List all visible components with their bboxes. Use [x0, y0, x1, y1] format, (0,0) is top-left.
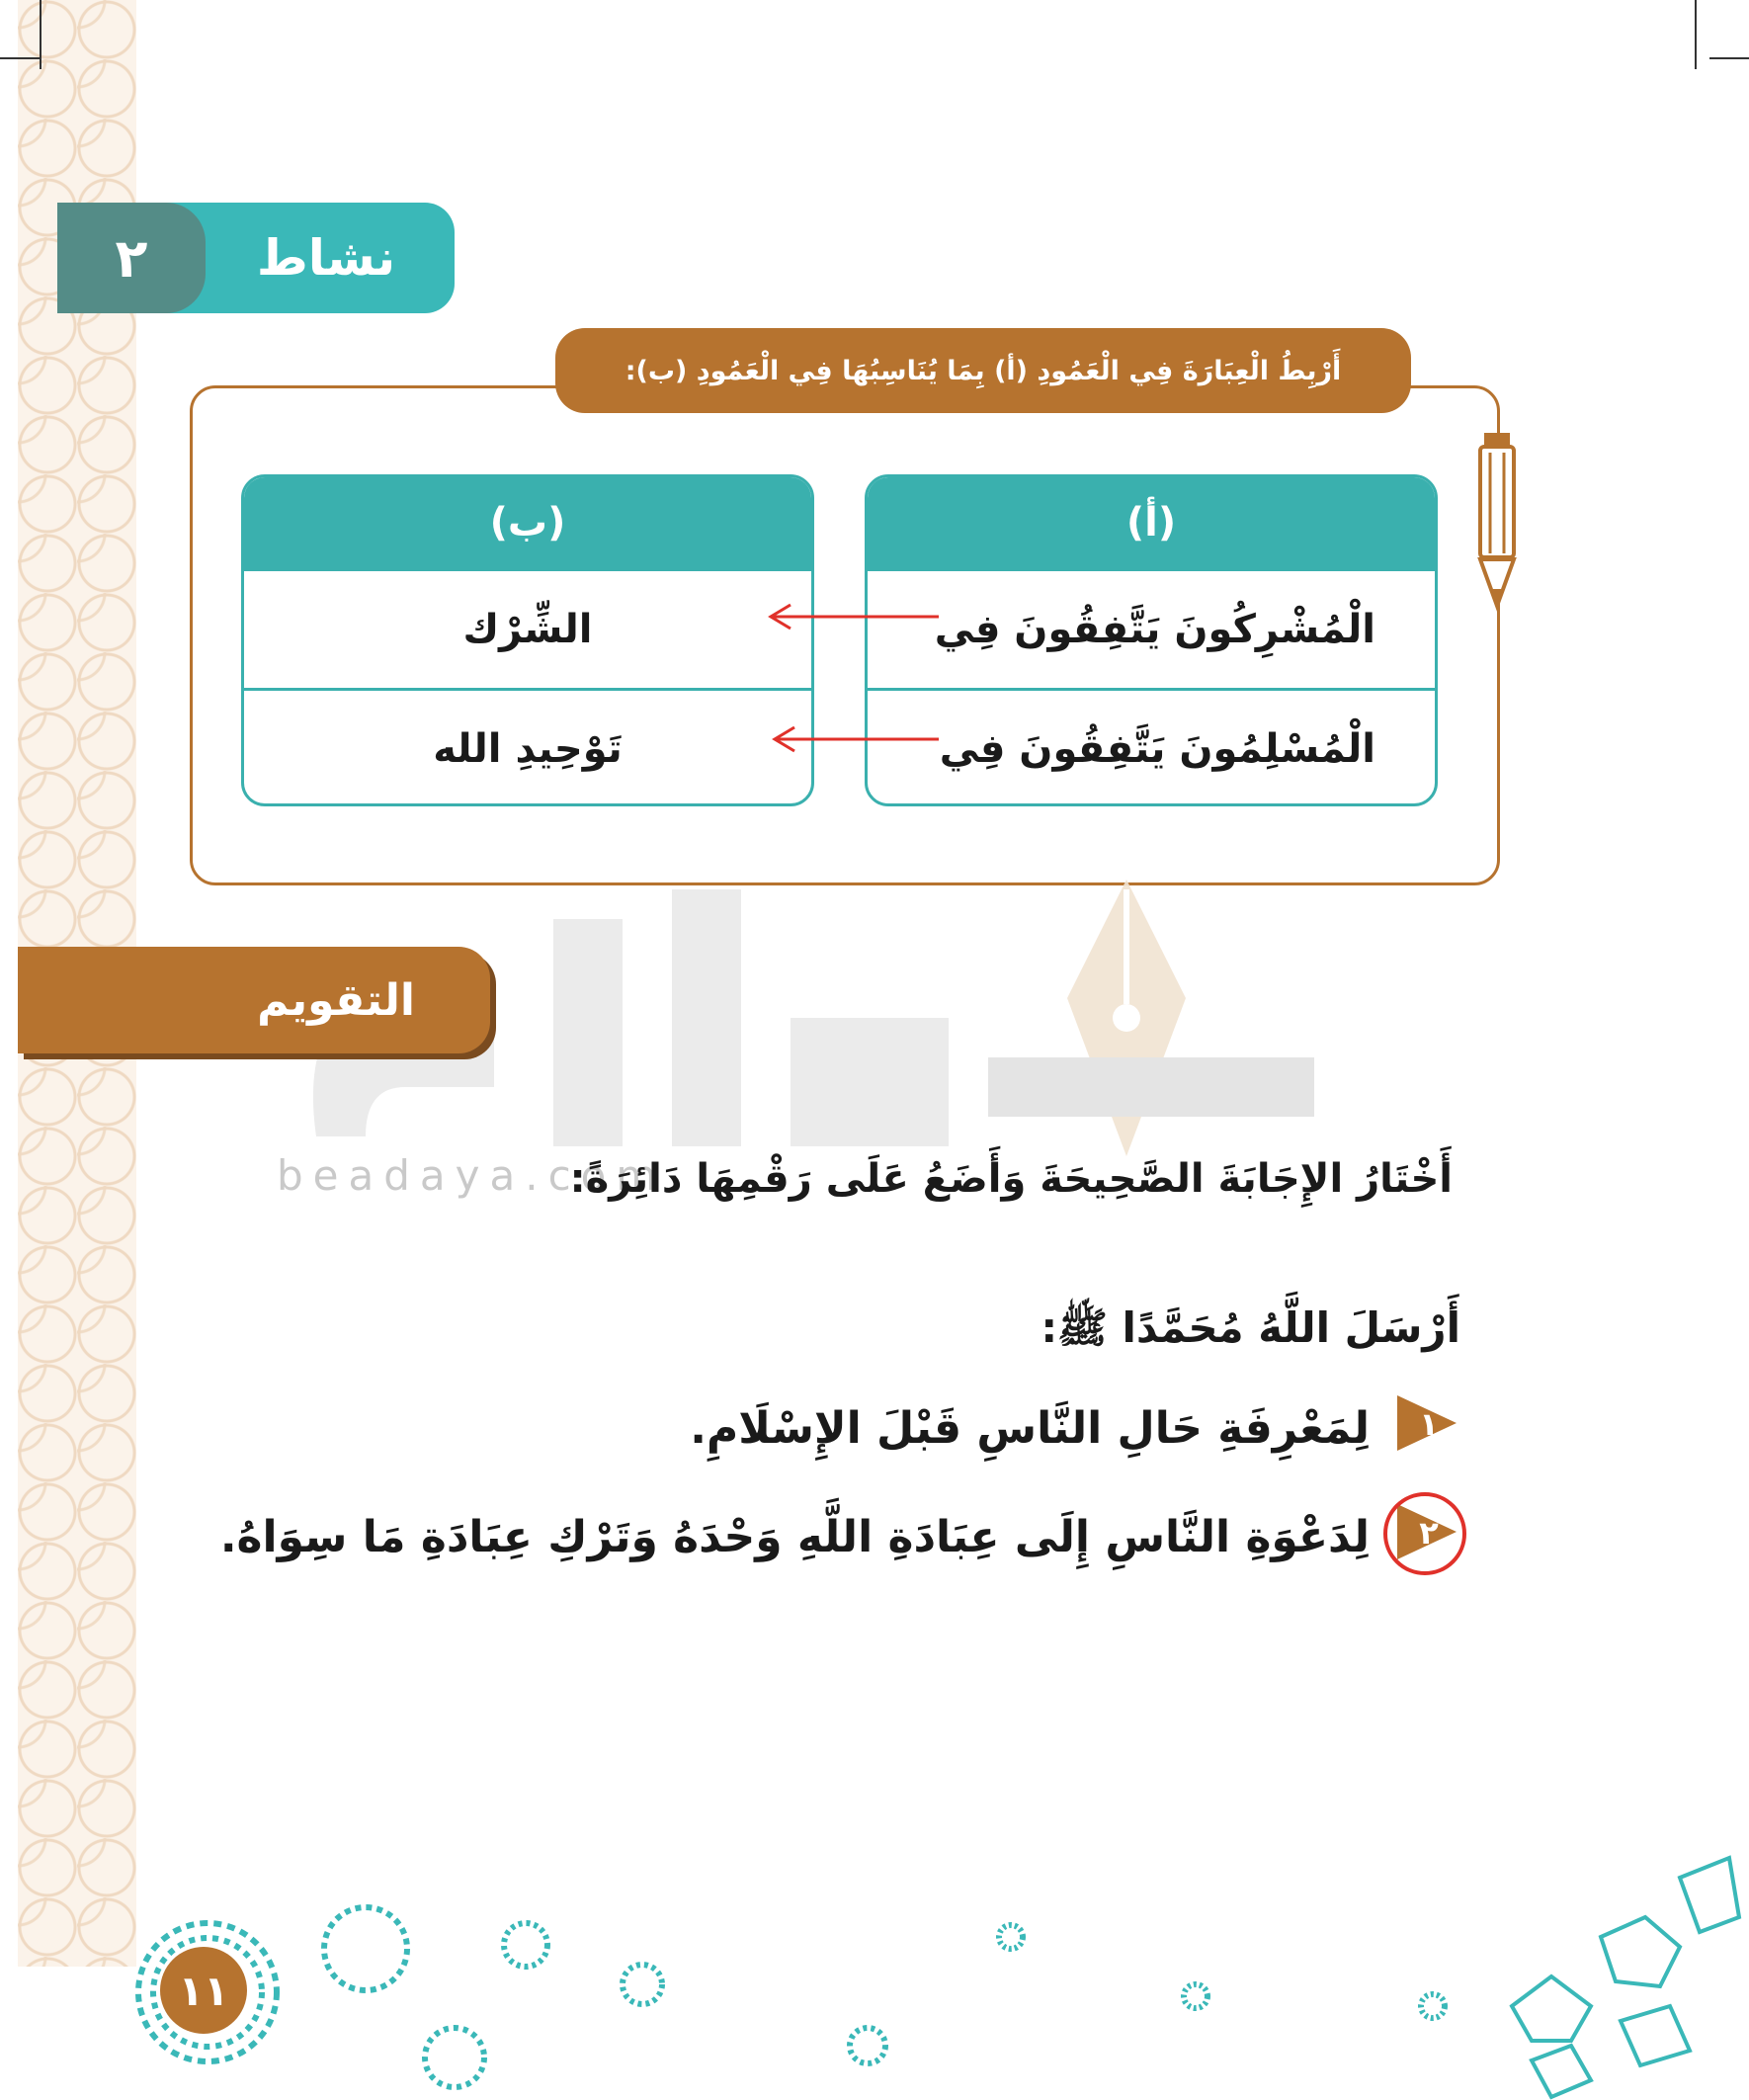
column-a-header: (أ) [868, 477, 1435, 568]
column-a-row-2: الْمُسْلِمُونَ يَتَّفِقُونَ فِي [868, 688, 1435, 806]
column-b-row-2: تَوْحِيدِ الله [244, 688, 811, 806]
question-instruction: أَخْتَارُ الإِجَابَةَ الصَّحِيحَةَ وَأَضَعُ عَلَى رَقْمِهَا دَائِرَةً: [569, 1156, 1453, 1202]
column-a-row-1: الْمُشْرِكُونَ يَتَّفِقُونَ فِي [868, 568, 1435, 688]
column-b-row-1: الشِّرْك [244, 568, 811, 688]
triangle-marker-icon [1391, 1393, 1460, 1453]
footer-decoration [0, 1838, 1749, 2100]
column-b-header: (ب) [244, 477, 811, 568]
option-marker [1391, 1502, 1460, 1571]
option-marker [1391, 1393, 1460, 1463]
answer-option-2[interactable] [176, 1502, 1460, 1571]
crop-mark [0, 57, 40, 59]
watermark-text: beadaya.com [277, 1151, 667, 1200]
activity-label: نشاط [256, 229, 396, 287]
evaluation-label: التقويم [257, 974, 415, 1026]
question-stem: أَرْسَلَ اللَّهُ مُحَمَّدًا ﷺ: [1041, 1303, 1460, 1352]
matching-instruction: أَرْبِطُ الْعِبَارَةَ فِي الْعَمُودِ (أ) بِمَا يُنَاسِبُهَا فِي الْعَمُودِ (ب): [555, 328, 1411, 413]
match-arrows [761, 593, 958, 771]
crop-mark [40, 0, 42, 69]
option-text-2: لِدَعْوَةِ النَّاسِ إِلَى عِبَادَةِ اللَّهِ وَحْدَهُ وَتَرْكِ عِبَادَةِ مَا سِوَاهُ. [219, 1511, 1370, 1562]
option-number-1: ١ [1419, 1405, 1439, 1443]
answer-circle [1383, 1492, 1466, 1575]
page-number: ١١ [160, 1947, 247, 2034]
activity-number: ٢ [57, 203, 206, 313]
crop-mark [1709, 57, 1749, 59]
column-b [241, 474, 814, 806]
answer-option-1[interactable] [176, 1393, 1460, 1463]
option-text-1: لِمَعْرِفَةِ حَالِ النَّاسِ قَبْلَ الإِسْلَامِ. [690, 1402, 1370, 1454]
pencil-icon [1472, 433, 1522, 621]
crop-mark [1695, 0, 1697, 69]
option-number-2: ٢ [1419, 1514, 1439, 1552]
